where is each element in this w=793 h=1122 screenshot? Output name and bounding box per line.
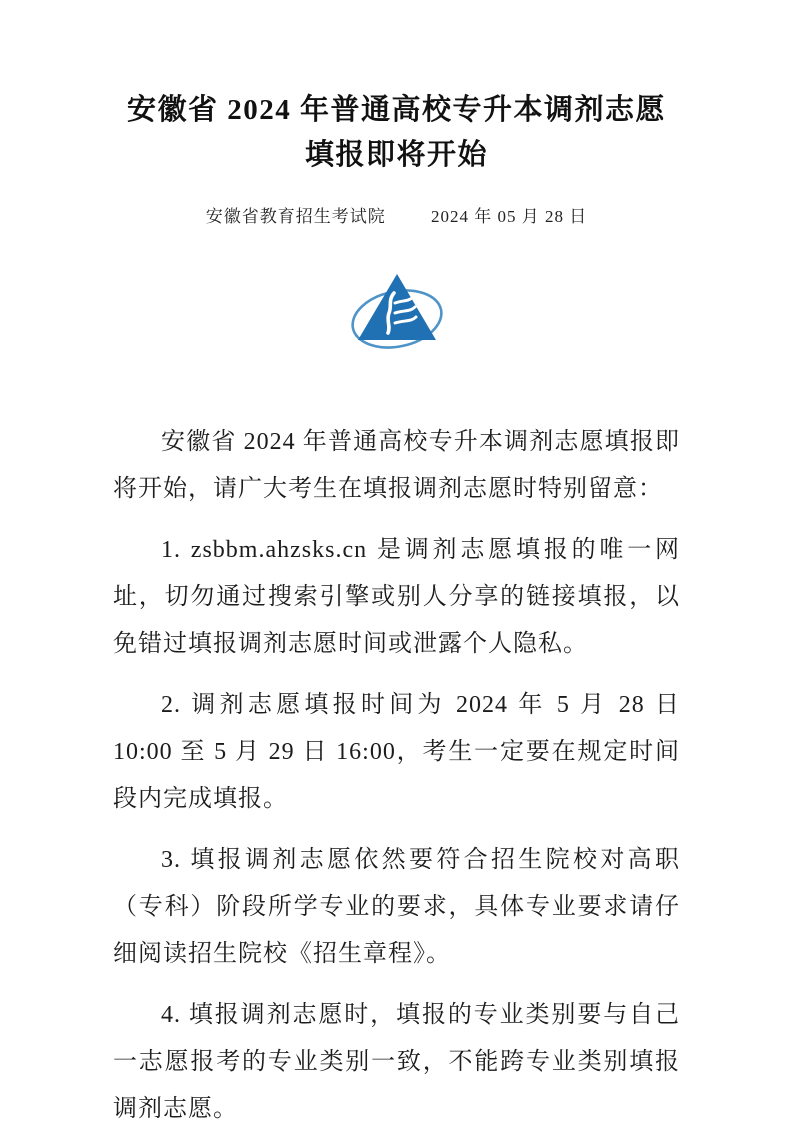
page-title-line-1: 安徽省 2024 年普通高校专升本调剂志愿	[126, 94, 666, 126]
publish-date: 2024 年 05 月 28 日	[431, 207, 588, 226]
paragraph-item-2: 2. 调剂志愿填报时间为 2024 年 5 月 28 日 10:00 至 5 月 29 日 16:00，考生一定要在规定时间段内完成填报。	[113, 692, 680, 812]
paragraph-intro: 安徽省 2024 年普通高校专升本调剂志愿填报即将开始，请广大考生在填报调剂志愿时特别留意：	[113, 429, 680, 502]
logo-container	[113, 269, 680, 355]
paragraph-item-1: 1. zsbbm.ahzsks.cn 是调剂志愿填报的唯一网址，切勿通过搜索引擎或别人分享的链接填报，以免错过填报调剂志愿时间或泄露个人隐私。	[113, 537, 680, 657]
paragraph-item-3: 3. 填报调剂志愿依然要符合招生院校对高职（专科）阶段所学专业的要求，具体专业要求请仔细阅读招生院校《招生章程》。	[113, 847, 680, 967]
article-body	[113, 419, 680, 1122]
paragraph-item-4: 4. 填报调剂志愿时，填报的专业类别要与自己一志愿报考的专业类别一致，不能跨专业类别填报调剂志愿。	[113, 1002, 680, 1122]
page-title	[113, 88, 680, 178]
page-title-line-2: 填报即将开始	[304, 139, 488, 171]
agency-logo-icon	[347, 269, 447, 355]
publisher-name: 安徽省教育招生考试院	[205, 207, 386, 226]
byline	[113, 202, 680, 227]
logo-triangle	[358, 274, 436, 340]
